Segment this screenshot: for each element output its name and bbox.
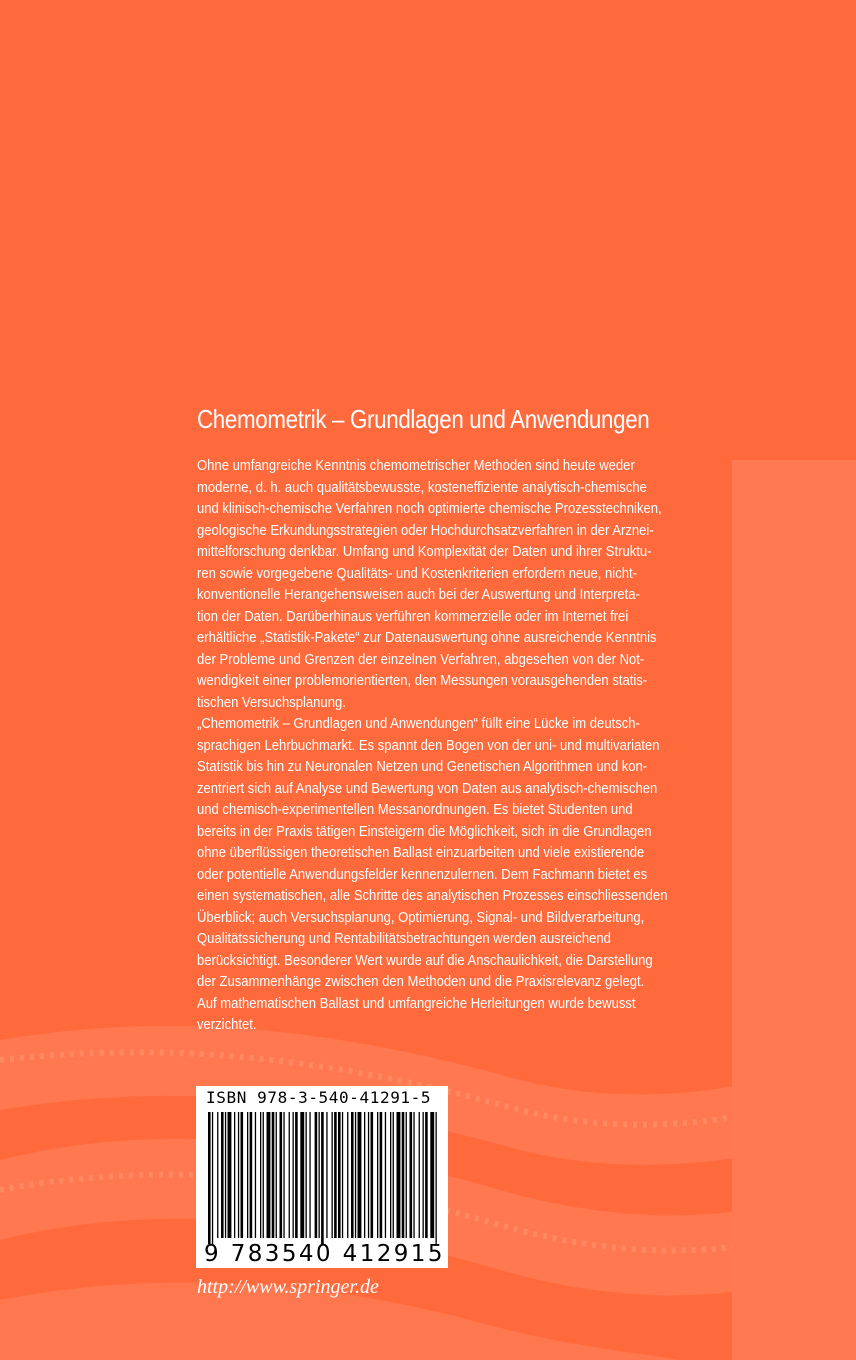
barcode-bar bbox=[255, 1112, 256, 1238]
isbn-label: ISBN 978-3-540-41291-5 bbox=[206, 1088, 432, 1107]
blurb-line: berücksichtigt. Besonderer Wert wurde auf die Anschaulichkeit, die Darstellung bbox=[197, 951, 653, 969]
blurb-line: wendigkeit einer problemorientierten, den Messungen vorausgehenden statis- bbox=[197, 672, 648, 689]
barcode-bar bbox=[380, 1112, 383, 1238]
blurb-line: oder potentielle Anwendungsfelder kennenzulernen. Dem Fachmann bietet es bbox=[197, 865, 648, 883]
blurb-line: der Zusammenhänge zwischen den Methoden und die Praxisrelevanz gelegt. bbox=[197, 973, 645, 990]
blurb-paragraph-1 bbox=[197, 455, 717, 713]
blurb-line: Statistik bis hin zu Neuronalen Netzen und Genetischen Algorithmen und kon- bbox=[197, 758, 648, 775]
blurb-line: tion der Daten. Darüberhinaus verführen kommerzielle oder im Internet frei bbox=[197, 607, 629, 625]
barcode-bar bbox=[371, 1112, 374, 1238]
barcode-bar bbox=[212, 1112, 213, 1244]
blurb-line: moderne, d. h. auch qualitätsbewusste, kosteneffiziente analytisch-chemische bbox=[197, 478, 647, 496]
barcode-bar bbox=[397, 1112, 401, 1238]
barcode-digits: 9 783540 412915 bbox=[204, 1241, 445, 1267]
barcode-bar bbox=[334, 1112, 337, 1238]
barcode-bar bbox=[332, 1112, 333, 1238]
blurb-line: „Chemometrik – Grundlagen und Anwendungen“ füllt eine Lücke im deutsch- bbox=[197, 715, 640, 732]
barcode-bar bbox=[309, 1112, 310, 1238]
barcode-bar bbox=[300, 1112, 304, 1238]
blurb-line: Ohne umfangreiche Kenntnis chemometrischer Methoden sind heute weder bbox=[197, 457, 635, 474]
blurb-paragraph-2 bbox=[197, 713, 717, 1036]
barcode-bar bbox=[436, 1112, 437, 1244]
barcode-bar bbox=[321, 1112, 324, 1244]
barcode-bar bbox=[377, 1112, 378, 1238]
barcode-bar bbox=[280, 1112, 283, 1238]
barcode-bar bbox=[250, 1112, 253, 1238]
barcode-bar bbox=[430, 1112, 434, 1238]
blurb bbox=[197, 455, 717, 1036]
blurb-line: Überblick; auch Versuchsplanung, Optimierung, Signal- und Bildverarbeitung, bbox=[197, 908, 645, 926]
barcode-bar bbox=[393, 1112, 394, 1238]
barcode-bar bbox=[368, 1112, 369, 1238]
barcode-bar bbox=[217, 1112, 218, 1238]
blurb-line: geologische Erkundungsstrategien oder Hochdurchsatzverfahren in der Arznei- bbox=[197, 521, 654, 539]
barcode-bar bbox=[260, 1112, 261, 1238]
barcode-bar bbox=[406, 1112, 407, 1238]
blurb-line: und chemisch-experimentellen Messanordnungen. Es bietet Studenten und bbox=[197, 801, 633, 818]
barcode-bar bbox=[238, 1112, 239, 1238]
barcode-bar bbox=[423, 1112, 424, 1238]
book-title: Chemometrik – Grundlagen und Anwendungen bbox=[197, 404, 650, 434]
isbn-barcode-box bbox=[196, 1086, 448, 1268]
barcode-bar bbox=[425, 1112, 428, 1238]
blurb-line: erhältliche „Statistik-Pakete“ zur Datenauswertung ohne ausreichende Kenntnis bbox=[197, 629, 657, 646]
barcode-bar bbox=[410, 1112, 413, 1238]
barcode-bar bbox=[419, 1112, 420, 1238]
barcode-bar bbox=[315, 1112, 318, 1238]
barcode-bar bbox=[289, 1112, 290, 1238]
barcode-bar bbox=[293, 1112, 294, 1238]
decorative-right-band bbox=[732, 460, 856, 1360]
barcode-bar bbox=[351, 1112, 354, 1238]
blurb-line: tischen Versuchsplanung. bbox=[197, 693, 346, 711]
barcode-bar bbox=[306, 1112, 307, 1238]
blurb-line: der Probleme und Grenzen der einzelnen Verfahren, abgesehen von der Not- bbox=[197, 650, 645, 668]
blurb-line: und klinisch-chemische Verfahren noch optimierte chemische Prozesstechniken, bbox=[197, 500, 662, 517]
blurb-line: Qualitätssicherung und Rentabilitätsbetrachtungen werden ausreichend bbox=[197, 930, 611, 947]
barcode-bar bbox=[241, 1112, 244, 1238]
barcode-bar bbox=[276, 1112, 277, 1238]
barcode-bar bbox=[208, 1112, 211, 1244]
barcode-bar bbox=[225, 1112, 226, 1238]
barcode-bar bbox=[247, 1112, 248, 1238]
blurb-line: zentriert sich auf Analyse und Bewertung von Daten aus analytisch-chemischen bbox=[197, 779, 658, 797]
barcode-bar bbox=[358, 1112, 362, 1238]
blurb-line: einen systematischen, alle Schritte des analytischen Prozesses einschliessenden bbox=[197, 887, 668, 904]
barcode-bar bbox=[272, 1112, 275, 1238]
barcode-bar bbox=[364, 1112, 365, 1238]
barcode-bar bbox=[228, 1112, 232, 1238]
blurb-line: sprachigen Lehrbuchmarkt. Es spannt den Bogen von der uni- und multivariaten bbox=[197, 736, 660, 754]
barcode-bar bbox=[326, 1112, 327, 1238]
barcode-bar bbox=[402, 1112, 405, 1238]
barcode-bar bbox=[390, 1112, 391, 1238]
barcode-bar bbox=[267, 1112, 271, 1238]
barcode-bar bbox=[338, 1112, 341, 1238]
barcode-bar bbox=[355, 1112, 356, 1238]
blurb-line: ohne überflüssigen theoretischen Ballast einzuarbeiten und viele existierende bbox=[197, 844, 645, 861]
blurb-line: Auf mathematischen Ballast und umfangreiche Herleitungen wurde bewusst bbox=[197, 994, 636, 1012]
barcode-bar bbox=[413, 1112, 414, 1238]
blurb-line: mittelforschung denkbar. Umfang und Komplexität der Daten und ihrer Struktu- bbox=[197, 543, 652, 560]
barcode-bar bbox=[347, 1112, 348, 1238]
barcode-bar bbox=[319, 1112, 320, 1238]
barcode-bar bbox=[342, 1112, 343, 1238]
barcode bbox=[208, 1112, 438, 1244]
barcode-bar bbox=[263, 1112, 264, 1238]
barcode-bar bbox=[221, 1112, 224, 1238]
barcode-bar bbox=[385, 1112, 386, 1238]
publisher-url: http://www.springer.de bbox=[197, 1276, 379, 1298]
blurb-line: konventionelle Herangehensweisen auch bei der Auswertung und Interpreta- bbox=[197, 586, 640, 603]
blurb-line: bereits in der Praxis tätigen Einsteigern die Möglichkeit, sich in die Grundlagen bbox=[197, 822, 652, 840]
barcode-bar bbox=[283, 1112, 284, 1238]
barcode-bar bbox=[295, 1112, 298, 1238]
barcode-bar bbox=[234, 1112, 235, 1238]
blurb-line: ren sowie vorgegebene Qualitäts- und Kostenkriterien erfordern neue, nicht- bbox=[197, 564, 637, 582]
blurb-line: verzichtet. bbox=[197, 1016, 257, 1033]
